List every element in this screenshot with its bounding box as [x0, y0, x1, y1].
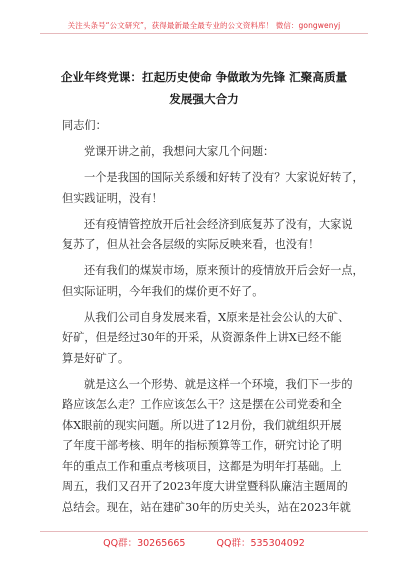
paragraph-line: 从我们公司自身发展来看，X原来是社会公认的大矿、 [84, 310, 350, 324]
paragraph [62, 215, 352, 256]
footer-divider [40, 531, 368, 532]
paragraph-line: 周五，我们又召开了2023年度大讲堂暨科队廉洁主题周的 [62, 480, 348, 493]
paragraph-line: 复苏了，但从社会各层级的实际反映来看，也没有！ [62, 238, 320, 251]
footer-qq-group-1: QQ群：30265665 [103, 538, 186, 549]
footer [0, 535, 408, 549]
paragraph-line: 就是这么一个形势、就是这样一个环境，我们下一步的 [84, 377, 353, 391]
paragraph-line: 了年度干部考核、明年的指标预算等工作，研究讨论了明 [62, 439, 342, 452]
paragraph-line: 好矿，但是经过30年的开采，从资源条件上讲X已经不能 [62, 331, 342, 344]
paragraph [62, 375, 352, 519]
paragraph-line: 体X眼前的现实问题。所以进了12月份，我们就组织开展 [62, 418, 342, 432]
paragraph [62, 261, 364, 302]
document-title [40, 66, 368, 110]
paragraph [62, 142, 352, 163]
paragraph-line: 但实践证明，没有！ [62, 191, 163, 205]
paragraph-line: 还有我们的煤炭市场，原来预计的疫情放开后会好一点， [84, 264, 364, 277]
title-line-1: 企业年终党课：扛起历史使命 争做敢为先锋 汇聚高质量 [60, 70, 348, 84]
paragraph-line: 一个是我国的国际关系缓和好转了没有？大家说好转了， [84, 171, 364, 184]
paragraph [62, 308, 352, 370]
paragraph-line: 路应该怎么走？工作应该怎么干？这是摆在公司党委和全 [62, 398, 342, 411]
header-banner: 关注头条号“公文研究”，获得最新最全最专业的公文资料库！ 微信：gongwenyj [67, 21, 341, 30]
paragraph-line: 年的重点工作和重点考核项目，这都是为明年打基础。上 [62, 459, 342, 473]
paragraph-line: 还有疫情管控放开后社会经济到底复苏了没有，大家说 [84, 217, 353, 231]
paragraph-line: 党课开讲之前，我想问大家几个问题： [84, 145, 275, 158]
salutation: 同志们： [62, 119, 107, 132]
paragraph [62, 168, 364, 209]
document-body [62, 116, 364, 524]
header-divider [40, 33, 368, 34]
footer-qq-group-2: QQ群：535304092 [216, 538, 305, 549]
paragraph-line: 算是好矿了。 [62, 351, 130, 365]
paragraph-line: 总结会。现在，站在建矿30年的历史关头，站在2023年就 [62, 500, 351, 514]
title-line-2: 发展强大合力 [169, 92, 239, 106]
paragraph-line: 但实际证明，今年我们的煤价更不好了。 [62, 284, 264, 298]
